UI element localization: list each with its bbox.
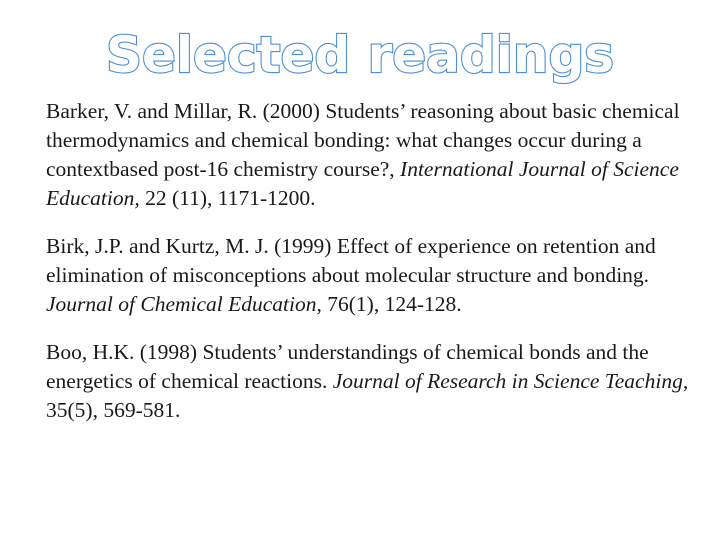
reference-journal: International Journal of Science Education, bbox=[46, 157, 679, 210]
reference-journal: Journal of Research in Science Teaching, bbox=[332, 369, 689, 393]
title-banner bbox=[0, 22, 720, 92]
reference-item bbox=[46, 338, 696, 425]
reference-authors-title: Birk, J.P. and Kurtz, M. J. (1999) Effect of experience on retention and elimination of misconceptions about molecular structure and bonding. bbox=[46, 234, 656, 287]
reference-authors-title: Barker, V. and Millar, R. (2000) Students’ reasoning about basic chemical thermodynamics and chemical bonding: what changes occur during a contextbased post-16 chemistry course?, bbox=[46, 99, 680, 181]
reference-list bbox=[46, 97, 696, 444]
reference-item bbox=[46, 232, 696, 319]
reference-volume-pages: 76(1), 124-128. bbox=[321, 292, 462, 316]
reference-volume-pages: 22 (11), 1171-1200. bbox=[139, 186, 316, 210]
reference-authors-title: Boo, H.K. (1998) Students’ understandings of chemical bonds and the energetics of chemical reactions. bbox=[46, 340, 649, 393]
reference-volume-pages: 35(5), 569-581. bbox=[46, 398, 181, 422]
page-title: Selected readings bbox=[105, 26, 615, 84]
reference-item bbox=[46, 97, 696, 213]
title-graphic bbox=[0, 22, 720, 92]
reference-journal: Journal of Chemical Education, bbox=[46, 292, 322, 316]
